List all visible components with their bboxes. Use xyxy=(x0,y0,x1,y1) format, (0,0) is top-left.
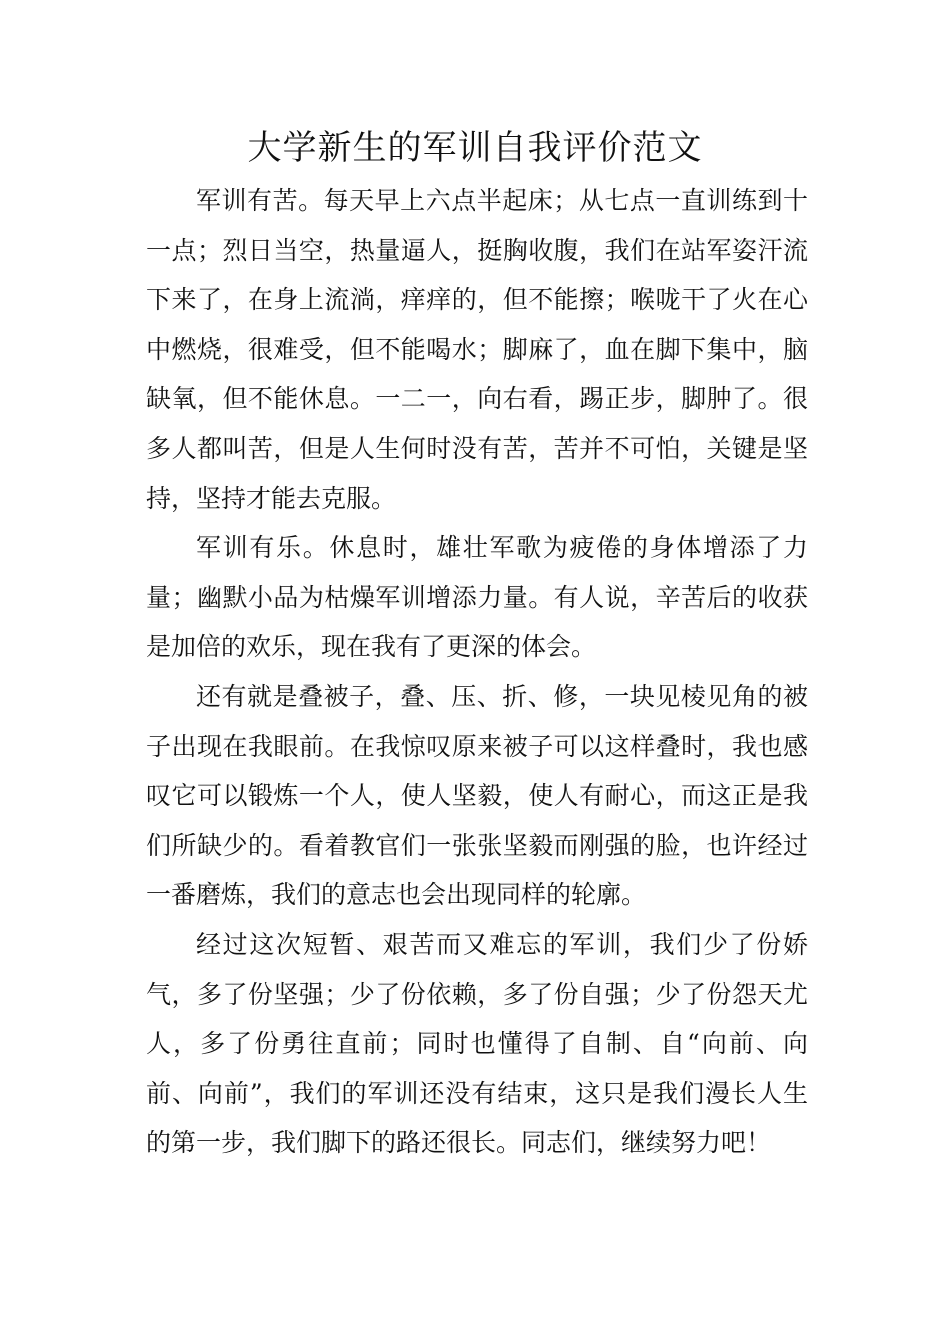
paragraph: 军训有乐。休息时，雄壮军歌为疲倦的身体增添了力量；幽默小品为枯燥军训增添力量。有人说，辛苦后的收获是加倍的欢乐，现在我有了更深的体会。 xyxy=(146,533,808,662)
paragraph: 还有就是叠被子，叠、压、折、修，一块见棱见角的被子出现在我眼前。在我惊叹原来被子可以这样叠时，我也感叹它可以锻炼一个人，使人坚毅，使人有耐心，而这正是我们所缺少的。看着教官们一张张坚毅而刚强的脸，也许经过一番磨炼，我们的意志也会出现同样的轮廓。 xyxy=(146,681,808,910)
paragraph: 经过这次短暂、艰苦而又难忘的军训，我们少了份娇气，多了份坚强；少了份依赖，多了份自强；少了份怨天尤人，多了份勇往直前；同时也懂得了自制、自“向前、向前、向前”，我们的军训还没有结束，这只是我们漫长人生的第一步，我们脚下的路还很长。同志们，继续努力吧！ xyxy=(146,929,808,1158)
document-title: 大学新生的军训自我评价范文 xyxy=(247,128,703,168)
paragraph: 军训有苦。每天早上六点半起床；从七点一直训练到十一点；烈日当空，热量逼人，挺胸收腹，我们在站军姿汗流下来了，在身上流淌，痒痒的，但不能擦；喉咙干了火在心中燃烧，很难受，但不能喝水；脚麻了，血在脚下集中，脑缺氧，但不能休息。一二一，向右看，踢正步，脚肿了。很多人都叫苦，但是人生何时没有苦，苦并不可怕，关键是坚持，坚持才能去克服。 xyxy=(146,186,808,513)
document-body xyxy=(146,176,808,1168)
